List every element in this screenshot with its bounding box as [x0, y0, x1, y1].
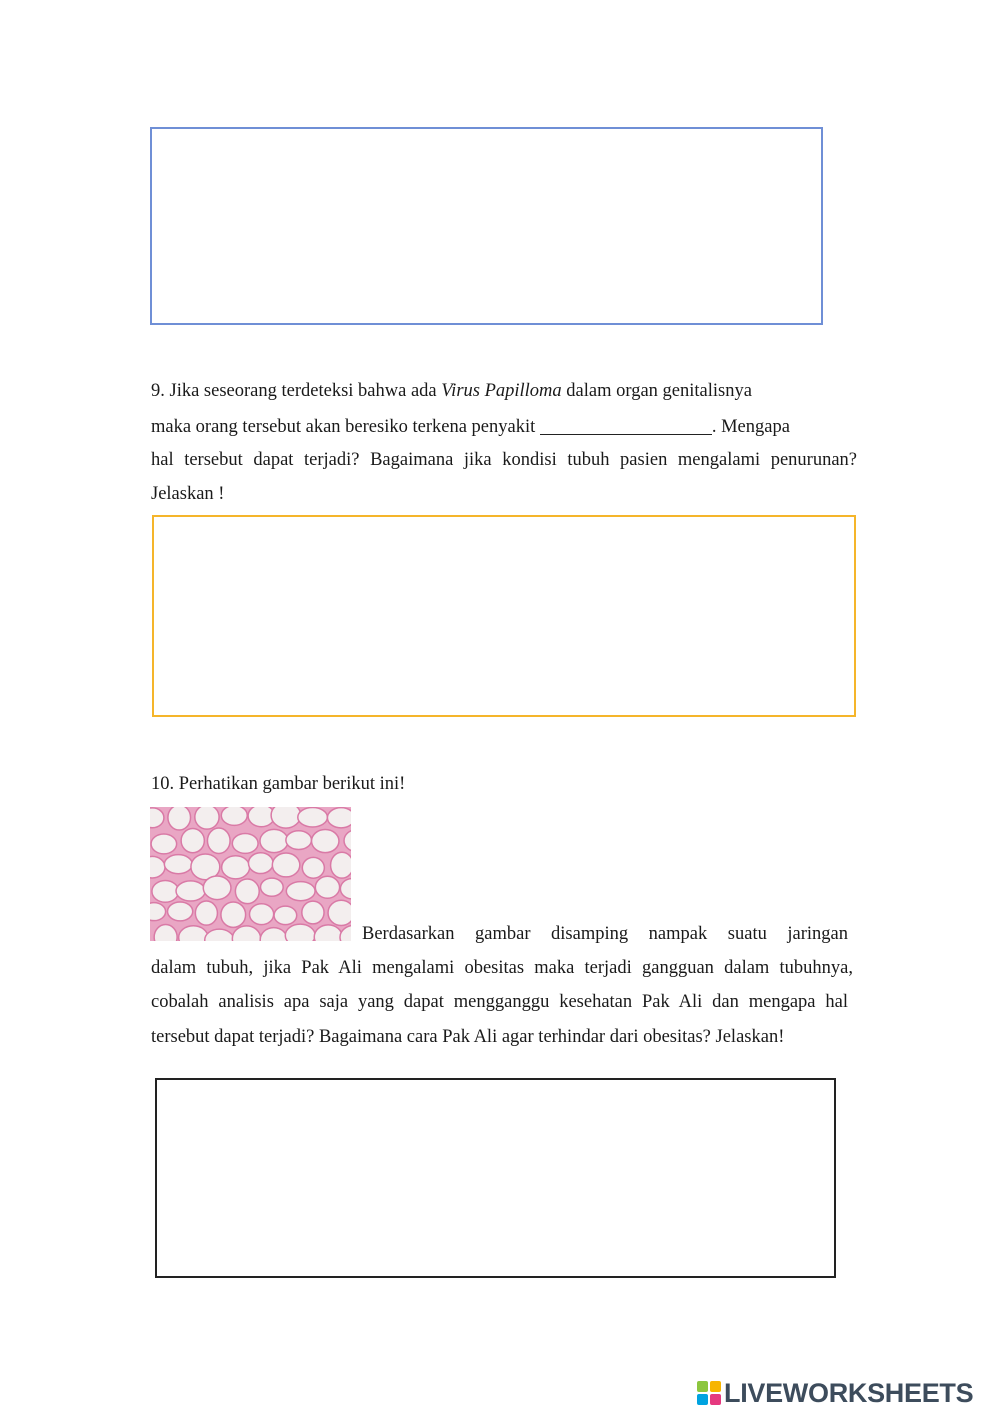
question-9-prefix: 9. Jika seseorang terdeteksi bahwa ada — [151, 381, 442, 401]
fat-cell — [328, 900, 351, 925]
fat-cell — [261, 878, 284, 896]
question-10-line-1: Berdasarkan gambar disamping nampak suatu jaringan — [362, 924, 848, 944]
fat-cell — [152, 880, 179, 902]
fat-cell — [272, 853, 299, 877]
question-9-suffix: dalam organ genitalisnya — [561, 381, 752, 401]
adipose-tissue-image — [150, 807, 351, 941]
answer-box-question-9[interactable] — [152, 515, 856, 717]
fat-cell — [327, 808, 351, 828]
question-9-line-4: Jelaskan ! — [151, 484, 225, 504]
fat-cell — [151, 834, 177, 854]
fat-cell — [248, 853, 273, 874]
question-10-line-4: tersebut dapat terjadi? Bagaimana cara Pak Ali agar terhindar dari obesitas? Jelaskan! — [151, 1027, 785, 1047]
fat-cell — [274, 906, 297, 925]
fat-cell — [298, 807, 328, 827]
fat-cell — [286, 882, 315, 901]
fat-cell — [250, 904, 274, 925]
fat-cell — [168, 807, 191, 830]
question-10-title: 10. Perhatikan gambar berikut ini! — [151, 774, 406, 794]
liveworksheets-logo-icon — [697, 1381, 721, 1405]
fat-cell — [164, 855, 192, 874]
question-9-line-2-after: . Mengapa — [711, 417, 790, 437]
fat-cell — [207, 828, 230, 853]
fat-cell — [286, 831, 312, 850]
fat-cell — [221, 807, 247, 825]
fat-cell — [181, 829, 204, 853]
fat-cell — [302, 857, 324, 878]
question-9-line-2 — [151, 416, 790, 437]
fat-cell — [232, 833, 258, 853]
fill-in-blank-disease[interactable] — [540, 416, 712, 435]
fat-cell — [222, 856, 250, 879]
fat-cell — [285, 924, 315, 941]
fat-cell — [195, 901, 217, 925]
fat-cell — [315, 876, 339, 898]
fat-cell — [176, 881, 205, 901]
fat-cell — [235, 879, 259, 904]
fat-cell — [150, 903, 166, 921]
question-9-line-1 — [151, 382, 752, 401]
fat-cell — [271, 807, 301, 828]
fat-cell — [221, 902, 246, 927]
fat-cell — [302, 901, 324, 924]
answer-box-question-10[interactable] — [155, 1078, 836, 1278]
fat-cell — [203, 876, 231, 900]
answer-box-question-8[interactable] — [150, 127, 823, 325]
question-10-line-2: dalam tubuh, jika Pak Ali mengalami obesitas maka terjadi gangguan dalam tubuhnya, — [151, 958, 853, 978]
question-10-line-3: cobalah analisis apa saja yang dapat mengganggu kesehatan Pak Ali dan mengapa hal — [151, 992, 848, 1012]
fat-cell — [168, 902, 193, 921]
liveworksheets-logo — [697, 1378, 973, 1408]
question-9-italic-term: Virus Papilloma — [441, 381, 562, 401]
question-9-line-2-before: maka orang tersebut akan beresiko terkena penyakit — [151, 417, 540, 437]
fat-cell — [331, 852, 351, 878]
question-9-line-3: hal tersebut dapat terjadi? Bagaimana jika kondisi tubuh pasien mengalami penurunan? — [151, 450, 857, 470]
liveworksheets-logo-text: LIVEWORKSHEETS — [724, 1377, 974, 1408]
fat-cell — [260, 829, 288, 852]
fat-cell — [195, 807, 219, 829]
fat-cell — [312, 829, 339, 852]
